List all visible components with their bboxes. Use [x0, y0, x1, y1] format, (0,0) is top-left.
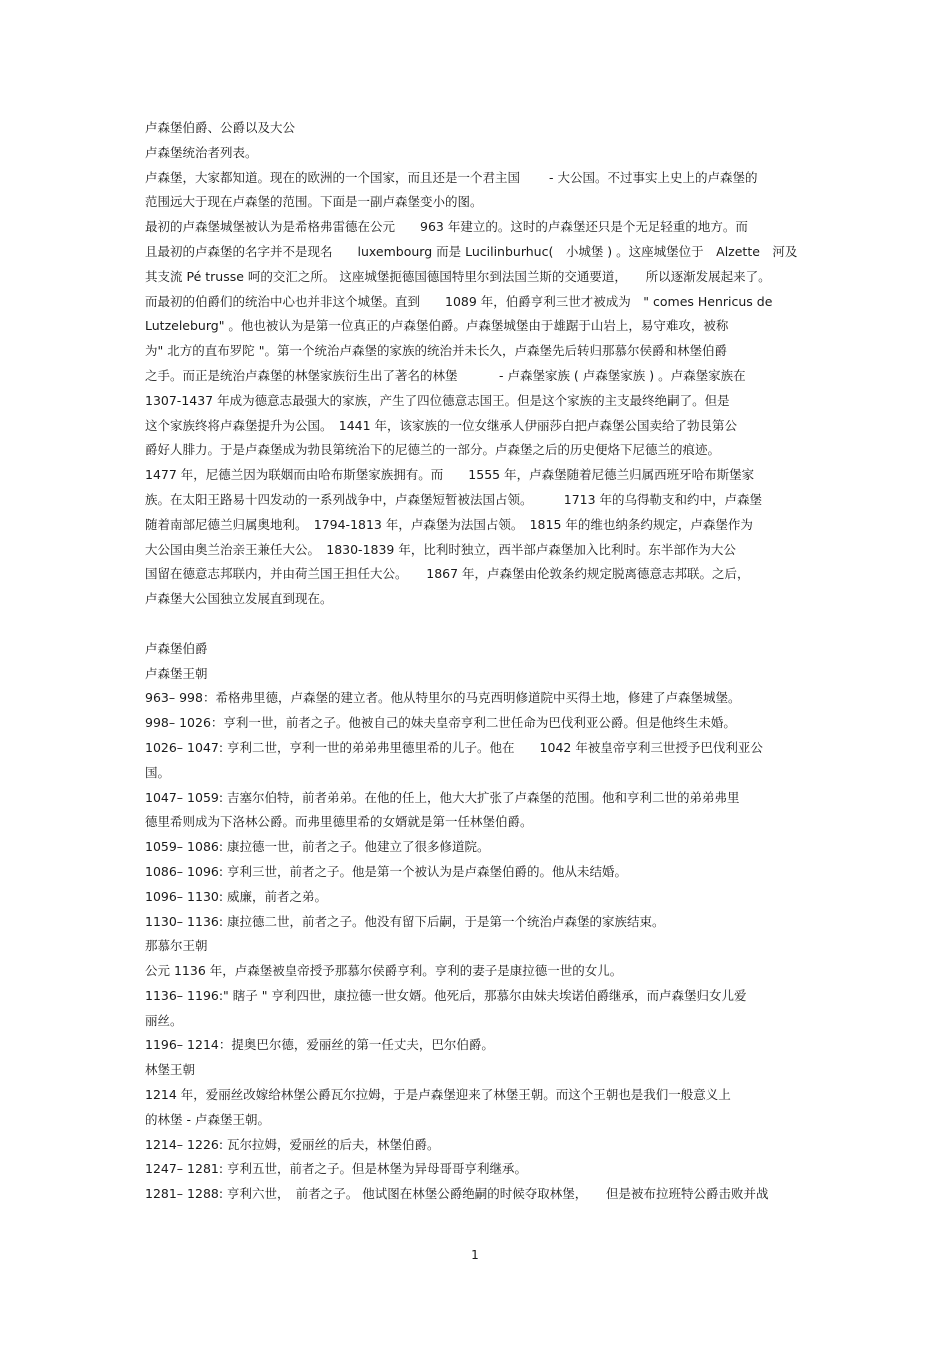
text-line: 范围远大于现在卢森堡的范围。下面是一副卢森堡变小的图。: [145, 194, 483, 210]
text-line: 1026– 1047: 亨利二世，亨利一世的弟弟弗里德里希的儿子。他在 1042 年被皇帝亨利三世授予巴伐利亚公: [145, 739, 763, 755]
text-line: 卢森堡王朝: [145, 665, 208, 681]
text-line: 1247– 1281: 亨利五世，前者之子。但是林堡为异母哥哥亨利继承。: [145, 1161, 528, 1177]
text-line: 1047– 1059: 吉塞尔伯特，前者弟弟。在他的任上，他大大扩张了卢森堡的范围。他和亨利二世的弟弟弗里: [145, 789, 740, 805]
text-line: 1130– 1136: 康拉德二世，前者之子。他没有留下后嗣，于是第一个统治卢森堡的家族结束。: [145, 913, 665, 929]
text-line: 1059– 1086: 康拉德一世，前者之子。他建立了很多修道院。: [145, 839, 490, 855]
text-line: 其支流 Pé trusse 呵的交汇之所。 这座城堡扼德国德国特里尔到法国兰斯的交通要道， 所以逐渐发展起来了。: [145, 268, 771, 284]
page-number: 1: [471, 1248, 479, 1262]
text-line: 1086– 1096: 亨利三世，前者之子。他是第一个被认为是卢森堡伯爵的。他从未结婚。: [145, 863, 628, 879]
text-line: 998– 1026：亨利一世，前者之子。他被自己的妹夫皇帝亨利二世任命为巴伐利亚公爵。但是他终生未婚。: [145, 715, 736, 731]
text-line: 963– 998：希格弗里德，卢森堡的建立者。他从特里尔的马克西明修道院中买得土地，修建了卢森堡城堡。: [145, 690, 741, 706]
text-line: 国留在德意志邦联内，并由荷兰国王担任大公。 1867 年，卢森堡由伦敦条约规定脱离德意志邦联。之后，: [145, 566, 750, 582]
text-line: 1136– 1196:" 瞎子 " 亨利四世，康拉德一世女婿。他死后，那慕尔由妹夫埃诺伯爵继承，而卢森堡归女儿爱: [145, 987, 747, 1003]
text-line: 大公国由奥兰治亲王兼任大公。 1830-1839 年，比利时独立，西半部卢森堡加入比利时。东半部作为大公: [145, 541, 736, 557]
text-line: 而最初的伯爵们的统治中心也并非这个城堡。直到 1089 年，伯爵亨利三世才被成为 " comes Henricus de: [145, 293, 773, 309]
text-line: 爵好人腓力。于是卢森堡成为勃艮第统治下的尼德兰的一部分。卢森堡之后的历史便烙下尼德兰的痕迹。: [145, 442, 721, 458]
text-line: Lutzeleburg" 。他也被认为是第一位真正的卢森堡伯爵。卢森堡城堡由于雄踞于山岩上，易守难攻，被称: [145, 318, 729, 334]
text-line: 卢森堡，大家都知道。现在的欧洲的一个国家，而且还是一个君主国 - 大公国。不过事实上史上的卢森堡的: [145, 169, 758, 185]
text-line: 1281– 1288: 亨利六世， 前者之子。 他试图在林堡公爵绝嗣的时候夺取林堡， 但是被布拉班特公爵击败并战: [145, 1186, 769, 1202]
text-line: 德里希则成为下洛林公爵。而弗里德里希的女婿就是第一任林堡伯爵。: [145, 814, 533, 830]
text-line: 最初的卢森堡城堡被认为是希格弗雷德在公元 963 年建立的。这时的卢森堡还只是个无足轻重的地方。而: [145, 219, 748, 235]
text-line: 的林堡 - 卢森堡王朝。: [145, 1111, 270, 1127]
text-line: 这个家族终将卢森堡提升为公国。 1441 年，该家族的一位女继承人伊丽莎白把卢森堡公国卖给了勃艮第公: [145, 417, 738, 433]
text-line: 丽丝。: [145, 1012, 183, 1028]
text-line: 之手。而正是统治卢森堡的林堡家族衍生出了著名的林堡 - 卢森堡家族 ( 卢森堡家族 ) 。卢森堡家族在: [145, 367, 746, 383]
text-line: 随着南部尼德兰归属奥地利。 1794-1813 年，卢森堡为法国占领。 1815 年的维也纳条约规定，卢森堡作为: [145, 516, 753, 532]
document-body: [145, 116, 805, 1207]
text-line: 那慕尔王朝: [145, 938, 208, 954]
text-line: 卢森堡大公国独立发展直到现在。: [145, 591, 333, 607]
text-line: 1477 年，尼德兰因为联姻而由哈布斯堡家族拥有。而 1555 年，卢森堡随着尼德兰归属西班牙哈布斯堡家: [145, 467, 755, 483]
text-line: 林堡王朝: [145, 1062, 196, 1078]
text-line: 1196– 1214：提奥巴尔德，爱丽丝的第一任丈夫，巴尔伯爵。: [145, 1037, 494, 1053]
text-line: 1096– 1130: 威廉，前者之弟。: [145, 888, 328, 904]
text-line: 1214– 1226: 瓦尔拉姆，爱丽丝的后夫，林堡伯爵。: [145, 1136, 440, 1152]
text-line: 1214 年，爱丽丝改嫁给林堡公爵瓦尔拉姆，于是卢森堡迎来了林堡王朝。而这个王朝也是我们一般意义上: [145, 1087, 731, 1103]
text-line: 卢森堡统治者列表。: [145, 144, 258, 160]
text-line: 国。: [145, 764, 171, 780]
text-line: 1307-1437 年成为德意志最强大的家族，产生了四位德意志国王。但是这个家族的主支最终绝嗣了。但是: [145, 392, 730, 408]
text-line: 卢森堡伯爵: [145, 640, 208, 656]
text-line: 族。在太阳王路易十四发动的一系列战争中，卢森堡短暂被法国占领。 1713 年的乌得勒支和约中，卢森堡: [145, 491, 763, 507]
text-line: 公元 1136 年，卢森堡被皇帝授予那慕尔侯爵亨利。亨利的妻子是康拉德一世的女儿。: [145, 963, 623, 979]
text-line: 卢森堡伯爵、公爵以及大公: [145, 120, 296, 135]
blank-line: [145, 612, 805, 637]
text-line: 为" 北方的直布罗陀 "。第一个统治卢森堡的家族的统治并未长久，卢森堡先后转归那慕尔侯爵和林堡伯爵: [145, 343, 727, 359]
text-line: 且最初的卢森堡的名字并不是现名 luxembourg 而是 Lucilinburhuc( 小城堡 ) 。这座城堡位于 Alzette 河及: [145, 243, 798, 259]
